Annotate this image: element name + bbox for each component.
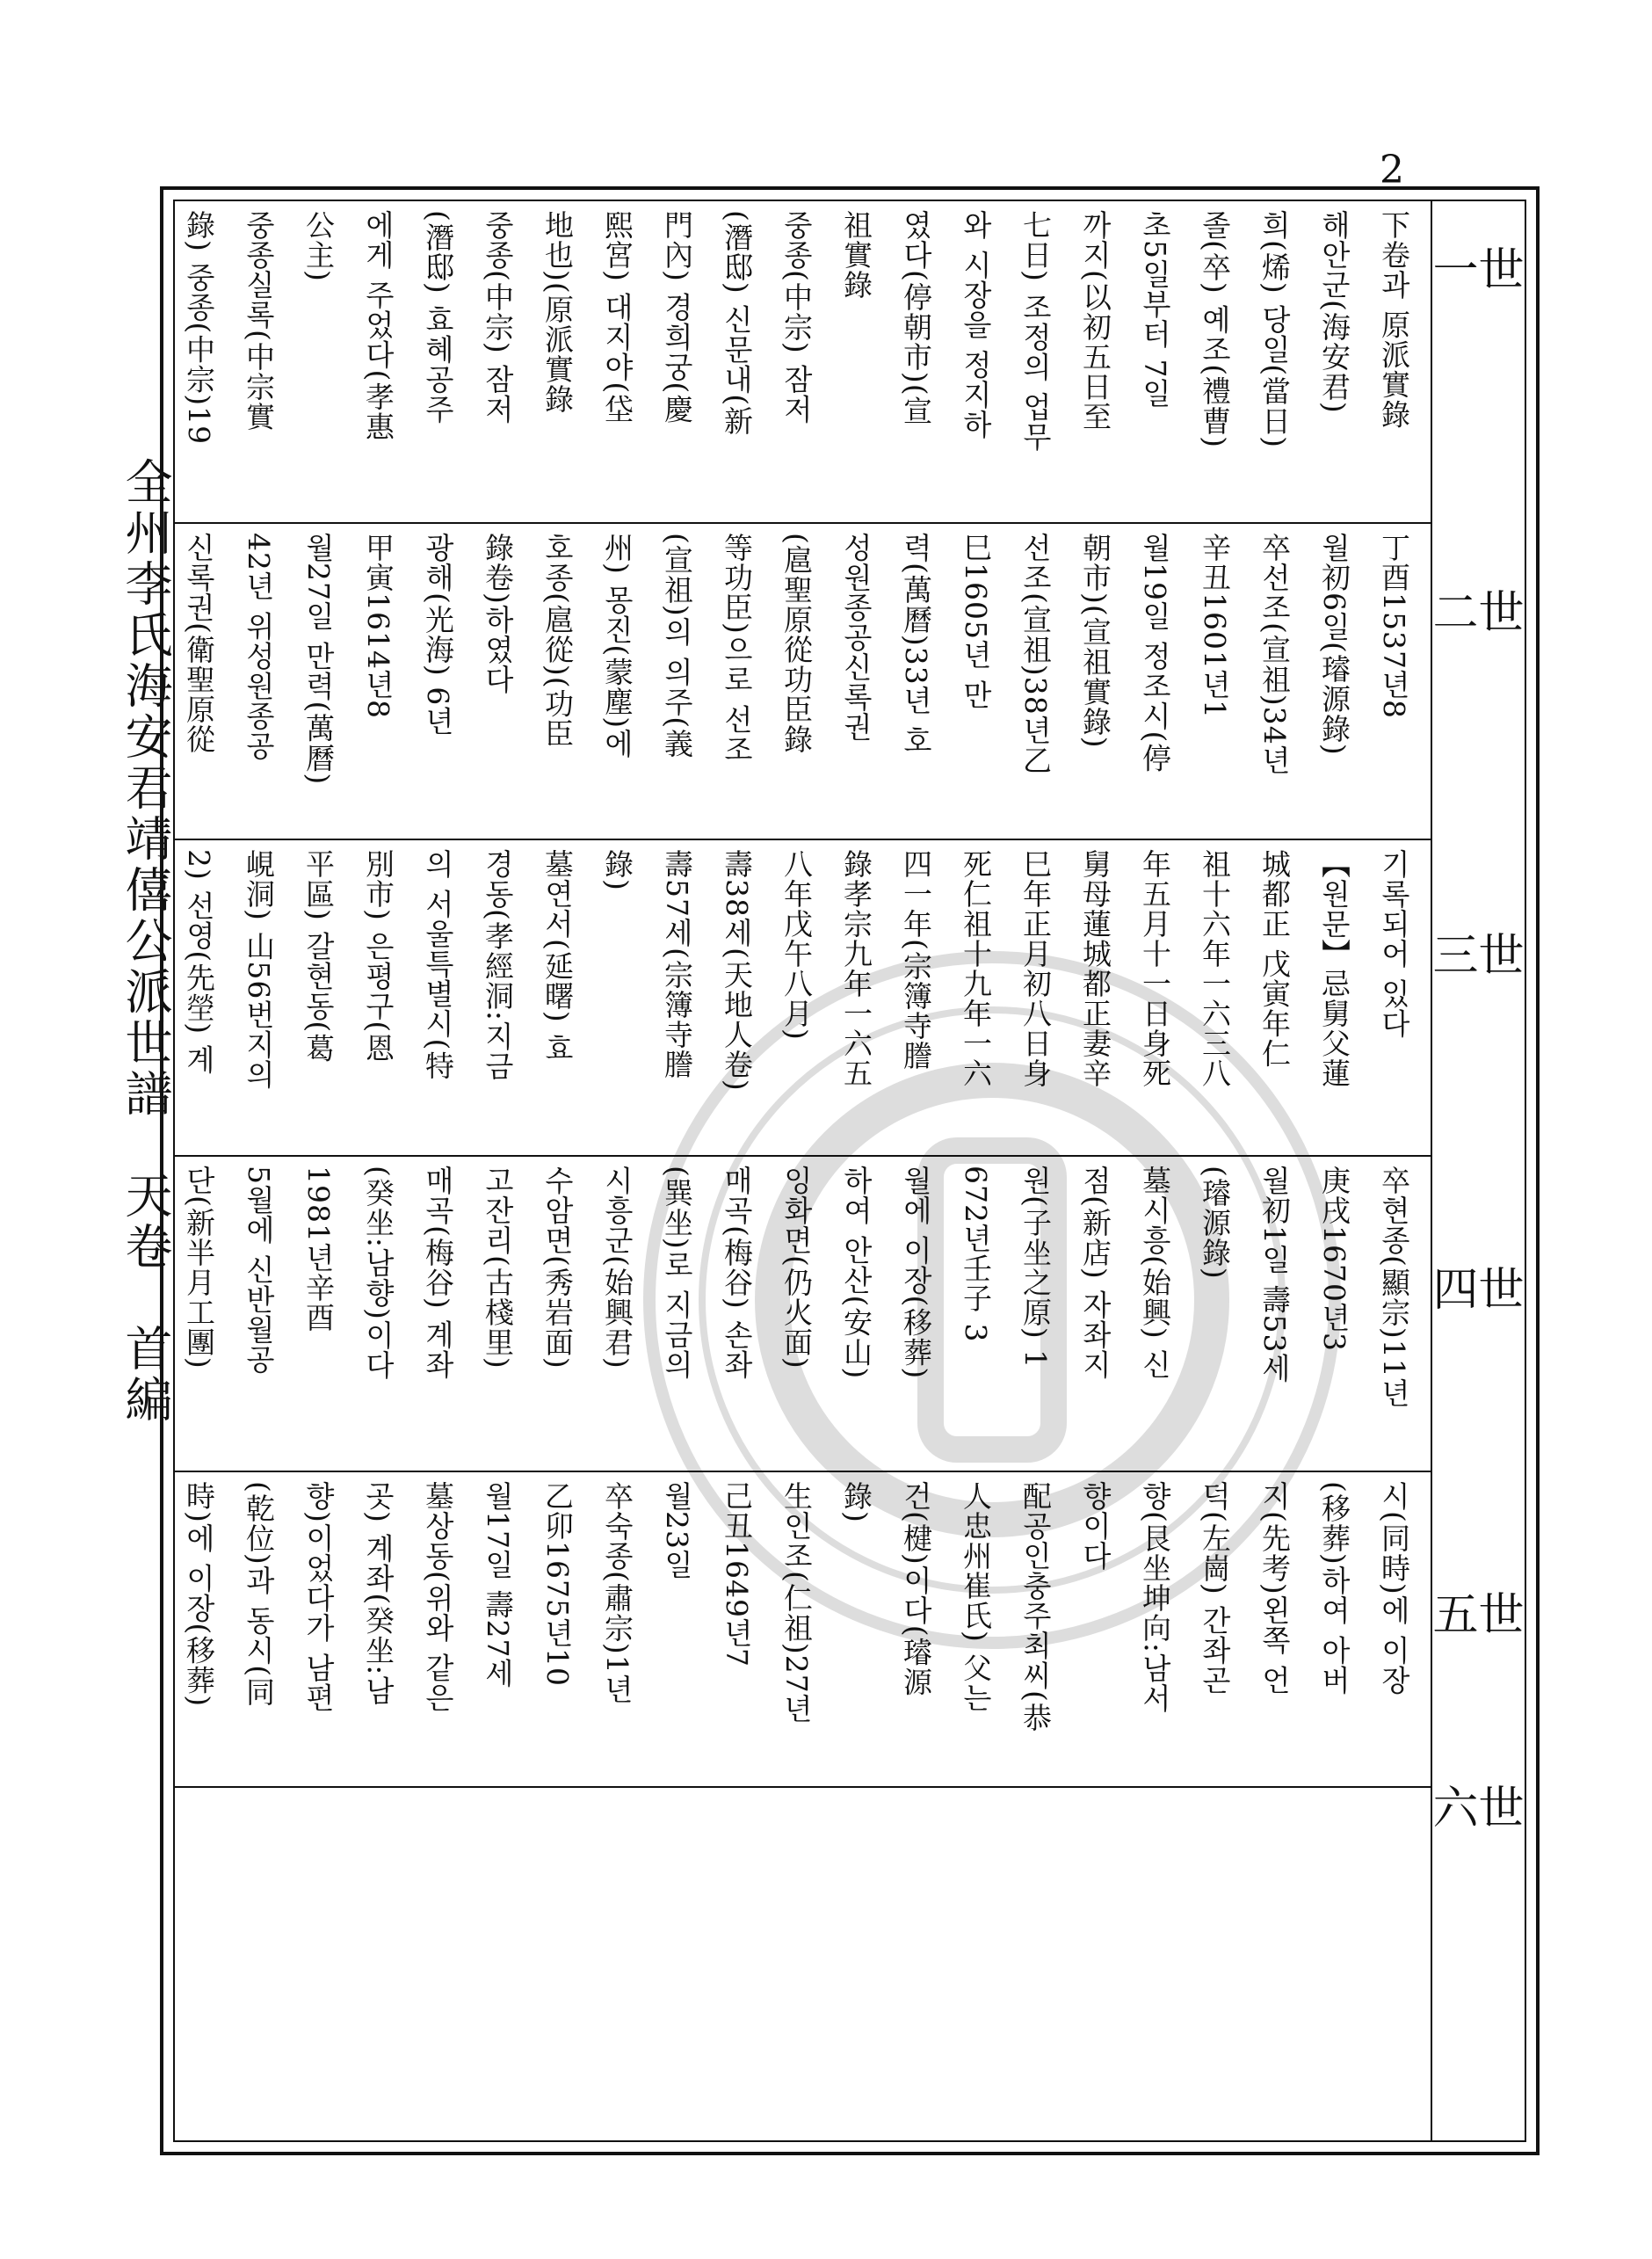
band-text-5: 시(同時)에 이장 (移葬)하여 아버 지(先考)왼쪽 언 덕(左崗) 간좌곤 향(艮坐坤向:남서 향이다 配공인충주최씨(恭 人忠州崔氏) 父는 건(楗)이다(璿源 錄) 生인조(仁祖)27년 己丑1649년7 월23일 卒숙종(肅宗)1년 乙卯1675년10 월17일 壽27세 墓상동(위와 같은 곳) 계좌(癸坐:남 향)이었다가 남편 (乾位)과 동시(同 時)에 이장(移葬) [182,1481,1411,1732]
generation-label-6: 六世 [1432,1783,1525,1835]
genealogy-frame [160,186,1540,2155]
generation-band-4 [175,1157,1432,1472]
generation-label-3: 三世 [1432,930,1525,983]
genealogy-table [173,200,1526,2142]
generation-label-5: 五世 [1432,1589,1525,1642]
generation-label-1: 一世 [1432,244,1525,297]
generation-column [1431,201,1525,2140]
band-text-2: 丁酉1537년8 월初6일(璿源錄) 卒선조(宣祖)34년 辛丑1601년1 월19일 정조시(停 朝市)(宣祖實錄) 선조(宣祖)38년乙 巳1605년 만 력(萬曆)33년 호 성원종공신록권 (扈聖原從功臣錄 等功臣)으로 선조 (宣祖)의 의주(義 州) 몽진(蒙塵)에 호종(扈從)(功臣 錄卷)하였다 광해(光海) 6년 甲寅1614년8 월27일 만력(萬曆) 42년 위성원종공 신록권(衛聖原從 [182,533,1411,786]
generation-band-3 [175,840,1432,1157]
generation-band-1 [175,201,1432,524]
generation-band-5 [175,1472,1432,1788]
generation-band-6 [175,1788,1432,2140]
band-text-4: 卒현종(顯宗)11년 庚戌1670년3 월初1일 壽53세 (璿源錄) 墓시흥(始興) 신 점(新店) 자좌지 원(子坐之原) 1 672년壬子 3 월에 이장(移葬) 하여 안산(安山) 잉화면(仍火面) 매곡(梅谷) 손좌 (巽坐)로 지금의 시흥군(始興君) 수암면(秀岩面) 고잔리(古棧里) 매곡(梅谷) 계좌 (癸坐:남향)이다 1981년辛酉 5월에 신반월공 단(新半月工團) [182,1166,1411,1408]
generation-label-2: 二世 [1432,587,1525,640]
generation-label-4: 四世 [1432,1264,1525,1317]
band-text-1: 下卷과 原派實錄 해안군(海安君) 희(烯) 당일(當日) 졸(卒) 예조(禮曹) 초5일부터 7일 까지(以初五日至 七日) 조정의 업무 와 시장을 정지하 였다(停朝市)(宣 祖實錄 중종(中宗) 잠저 (潛邸) 신문내(新 門內) 경희궁(慶 熙宮) 대지야(垈 地也)(原派實錄 중종(中宗) 잠저 (潛邸) 효혜공주 에게 주었다(孝惠 公主) 중종실록(中宗實 錄) 중종(中宗)19 [182,210,1411,452]
band-text-3: 기록되어 있다 【원문】忌舅父蓮 城都正 戊寅年仁 祖十六年一六三八 年五月十一日身死 舅母蓮城都正妻辛 巳年正月初八日身 死仁祖十九年一六 四一年(宗簿寺謄 錄孝宗九年一六五 八年戊午八月) 壽38세(天地人卷) 壽57세(宗簿寺謄 錄) 墓연서(延曙) 효 경동(孝經洞:지금 의 서울특별시(特 別市) 은평구(恩 平區) 갈현동(葛 峴洞) 山56번지의 2) 선영(先塋) 계 [182,849,1411,1092]
generation-band-2 [175,524,1432,840]
side-title: 全州李氏海安君靖僖公派世譜 天卷 首編 [118,457,173,1426]
page-number: 2 [1380,148,1404,192]
